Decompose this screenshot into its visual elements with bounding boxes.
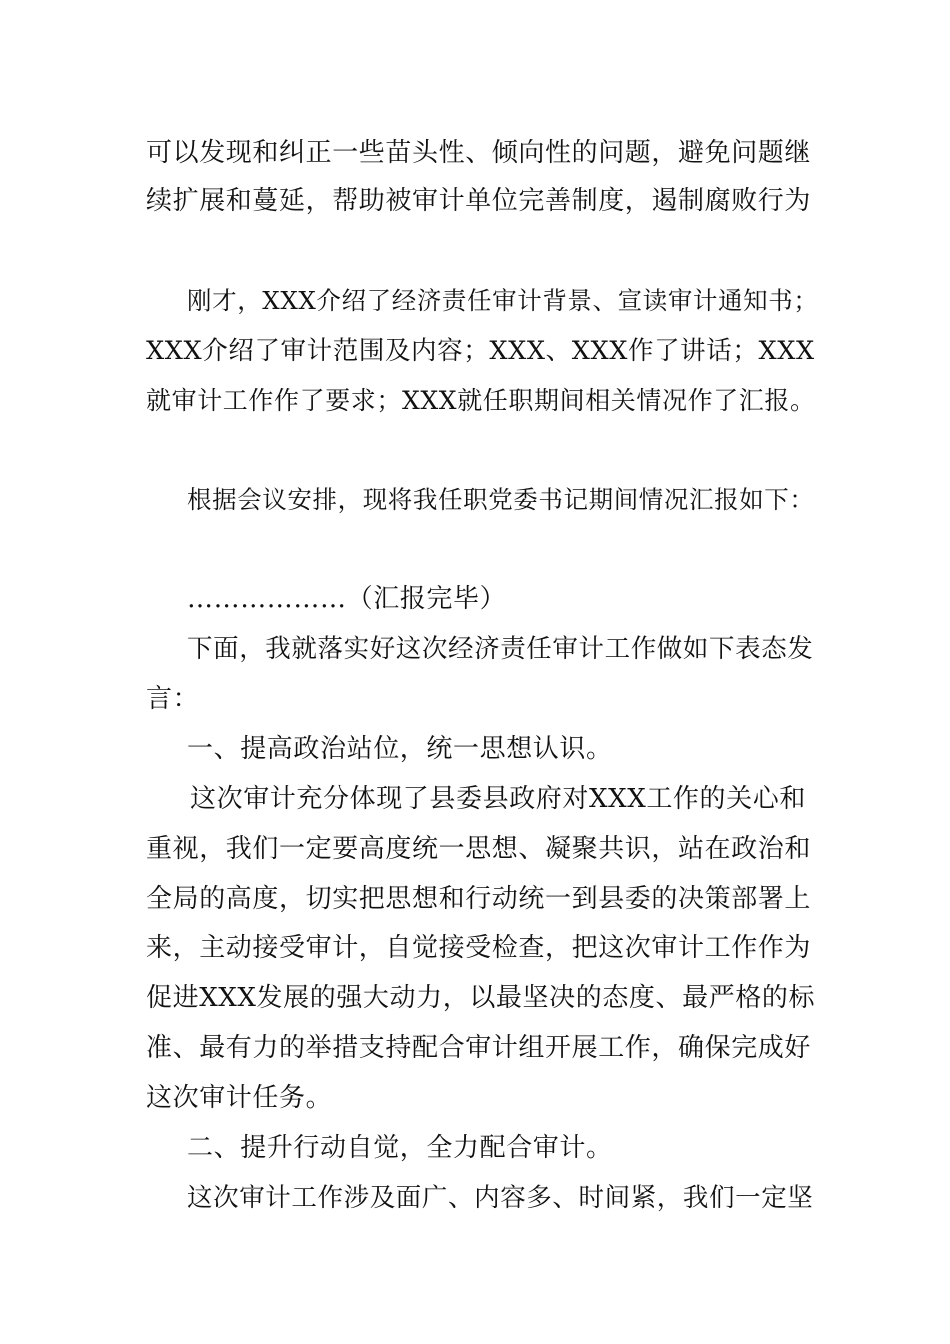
text-line: 重视，我们一定要高度统一思想、凝聚共识，站在政治和 bbox=[146, 834, 812, 864]
section-heading: 二、提升行动自觉，全力配合审计。 bbox=[187, 1133, 613, 1163]
text-line: 言： bbox=[146, 684, 200, 714]
text-line: 就审计工作作了要求；XXX就任职期间相关情况作了汇报。 bbox=[146, 386, 816, 415]
text-line: 这次审计工作涉及面广、内容多、时间紧，我们一定坚 bbox=[187, 1183, 814, 1213]
text-line: 促进XXX发展的强大动力，以最坚决的态度、最严格的标 bbox=[146, 983, 816, 1013]
section-heading: 一、提高政治站位，统一思想认识。 bbox=[187, 734, 613, 764]
text-line: 续扩展和蔓延，帮助被审计单位完善制度，遏制腐败行为 bbox=[146, 186, 812, 216]
text-line: 下面，我就落实好这次经济责任审计工作做如下表态发 bbox=[187, 634, 814, 664]
text-line: 根据会议安排，现将我任职党委书记期间情况汇报如下： bbox=[187, 485, 815, 514]
text-line: 刚才，XXX介绍了经济责任审计背景、宣读审计通知书； bbox=[187, 286, 819, 315]
text-line: 全局的高度，切实把思想和行动统一到县委的决策部署上 bbox=[146, 884, 812, 914]
text-line: XXX介绍了审计范围及内容；XXX、XXX作了讲话；XXX bbox=[146, 336, 815, 366]
text-line: 来，主动接受审计，自觉接受检查，把这次审计工作作为 bbox=[146, 933, 812, 963]
text-line: 可以发现和纠正一些苗头性、倾向性的问题，避免问题继 bbox=[146, 138, 812, 168]
text-line: ………………（汇报完毕） bbox=[187, 584, 507, 614]
text-line: 准、最有力的举措支持配合审计组开展工作，确保完成好 bbox=[146, 1033, 812, 1063]
text-line: 这次审计任务。 bbox=[146, 1083, 333, 1113]
text-line: 这次审计充分体现了县委县政府对XXX工作的关心和 bbox=[190, 784, 806, 814]
